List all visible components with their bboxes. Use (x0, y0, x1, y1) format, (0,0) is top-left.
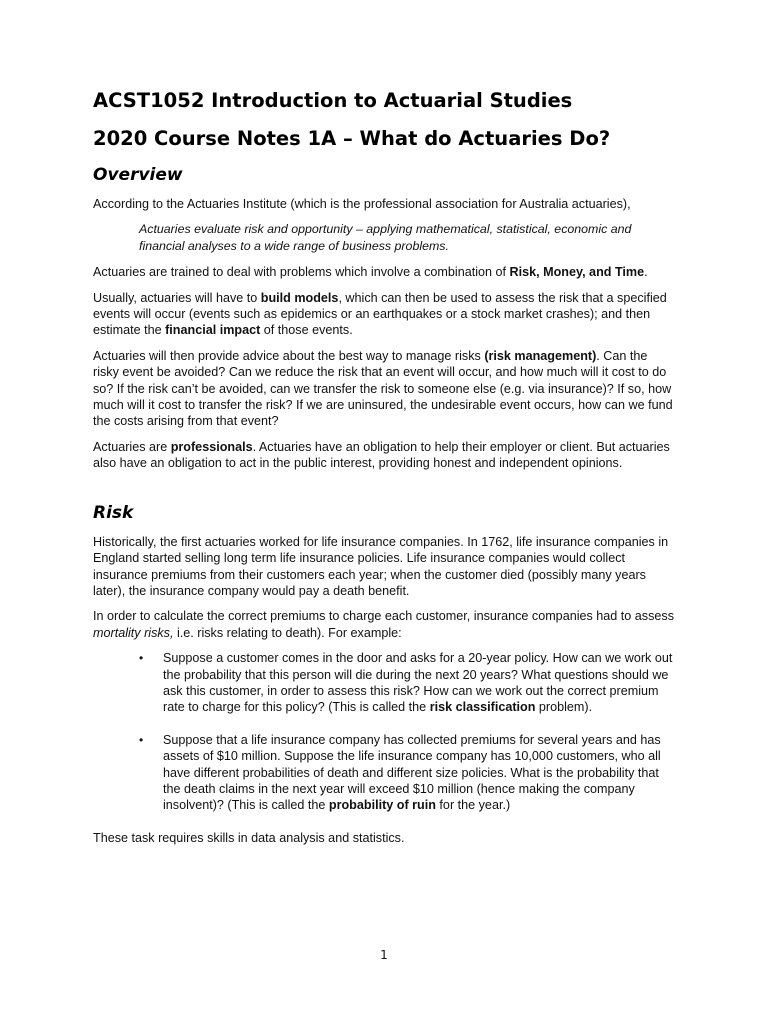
risk-paragraph-2: In order to calculate the correct premiums to charge each customer, insurance companies had to assess mortality risks, i.e. risks relating to death). For example: (93, 609, 675, 640)
overview-paragraph-2: Usually, actuaries will have to build models, which can then be used to assess the risk that a specified events will occur (events such as epidemics or an earthquakes or a stock market crashes); and then estimate the financial impact of those events. (93, 290, 667, 338)
course-title: ACST1052 Introduction to Actuarial Studies (93, 89, 573, 112)
bullet-icon: • (139, 651, 144, 666)
risk-heading: Risk (93, 502, 134, 523)
overview-intro: According to the Actuaries Institute (which is the professional association for Australia actuaries), (93, 197, 631, 211)
overview-heading: Overview (93, 165, 183, 185)
page-number: 1 (380, 948, 388, 962)
list-item: • Suppose a customer comes in the door and asks for a 20-year policy. How can we work out the probability that this person will die during the next 20 years? What questions should we ask this customer, in order to assess this risk? How can we work out the correct premium rate to charge for this policy? (This is called the risk classification problem). (139, 651, 673, 715)
example-list (93, 650, 676, 814)
overview-paragraph-3: Actuaries will then provide advice about the best way to manage risks (risk management). Can the risky event be avoided? Can we reduce the risk that an event will occur, and how much will it cost to do so? If the risk can’t be avoided, can we transfer the risk to someone else (e.g. via insurance)? If so, how much will it cost to transfer the risk? If we are uninsured, the undesirable event occurs, how can we fund the costs arising from that event? (93, 348, 673, 429)
overview-paragraph-4: Actuaries are professionals. Actuaries have an obligation to help their employer or client. But actuaries also have an obligation to act in the public interest, providing honest and independent opinions. (93, 439, 670, 471)
risk-paragraph-1: Historically, the first actuaries worked for life insurance companies. In 1762, life insurance companies in England started selling long term life insurance policies. Life insurance companies would collect insurance premiums from their customers each year; when the customer died (possibly many years later), the insurance company would pay a death benefit. (93, 534, 669, 598)
bullet-icon: • (139, 732, 144, 747)
list-item: • Suppose that a life insurance company has collected premiums for several years and has assets of $10 million. Suppose the life insurance company has 10,000 customers, who all have different probabilities of death and different size policies. What is the probability that the death claims in the next year will exceed $10 million (hence making the company insolvent)? (This is called the probability of ruin for the year.) (139, 732, 661, 813)
closing-paragraph: These task requires skills in data analysis and statistics. (93, 830, 405, 845)
overview-paragraph-1: Actuaries are trained to deal with problems which involve a combination of Risk, Money, and Time. (93, 265, 648, 280)
document-body (93, 88, 676, 855)
notes-title: 2020 Course Notes 1A – What do Actuaries Do? (93, 127, 611, 150)
institute-quote: Actuaries evaluate risk and opportunity – applying mathematical, statistical, economic and financial analyses to a wide range of business problems. (139, 222, 632, 253)
